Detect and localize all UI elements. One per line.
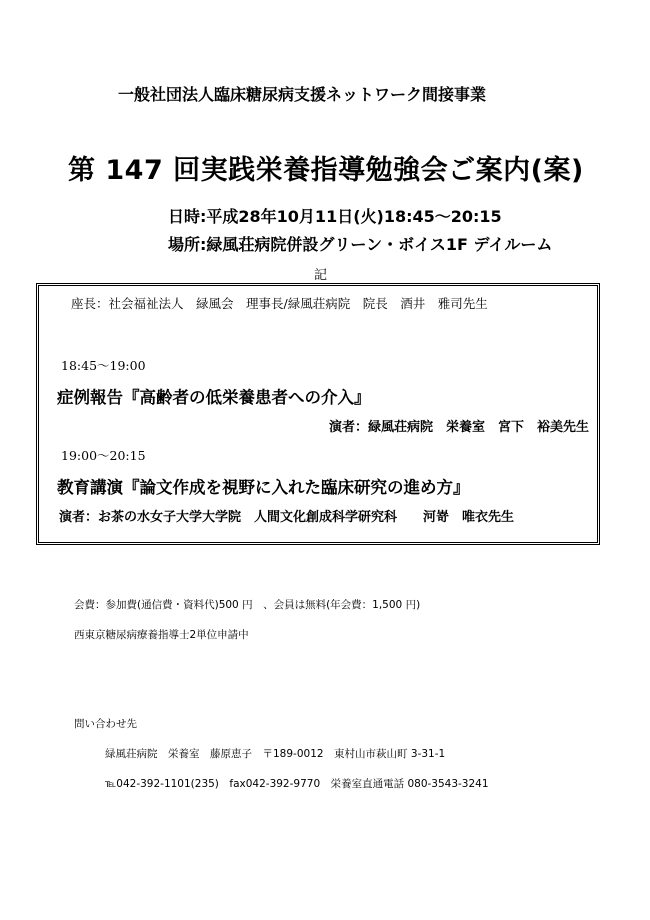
contact-heading: 問い合わせ先 — [74, 718, 137, 730]
session1-title: 症例報告『高齢者の低栄養患者への介入』 — [57, 388, 371, 407]
chairperson: 座長：社会福祉法人 緑風会 理事長/緑風荘病院 院長 酒井 雅司先生 — [71, 296, 488, 311]
fee-info: 会費：参加費(通信費・資料代)500 円 、会員は無料(年会費：1,500 円) — [74, 599, 421, 611]
event-datetime: 日時:平成28年10月11日(火)18:45～20:15 — [168, 207, 502, 226]
session1-time: 18:45～19:00 — [61, 358, 146, 373]
contact-phone: ℡042-392-1101(235) fax042-392-9770 栄養室直通電話 080-3543-3241 — [105, 778, 489, 790]
session2-time: 19:00～20:15 — [61, 448, 146, 463]
contact-address: 緑風荘病院 栄養室 藤原恵子 〒189-0012 東村山市萩山町 3-31-1 — [105, 748, 446, 760]
event-venue: 場所:緑風荘病院併設グリーン・ボイス1F デイルーム — [168, 235, 553, 254]
page-title: 第 147 回実践栄養指導勉強会ご案内(案) — [68, 155, 584, 186]
session2-speaker: 演者：お茶の水女子大学大学院 人間文化創成科学研究科 河嵜 唯衣先生 — [59, 510, 515, 525]
ki-mark: 記 — [314, 268, 328, 283]
program-box — [36, 283, 600, 545]
session1-speaker: 演者：緑風荘病院 栄養室 宮下 裕美先生 — [328, 420, 589, 435]
organization-name: 一般社団法人臨床糖尿病支援ネットワーク間接事業 — [118, 85, 487, 104]
session2-title: 教育講演『論文作成を視野に入れた臨床研究の進め方』 — [57, 478, 470, 497]
credit-info: 西東京糖尿病療養指導士2単位申請中 — [74, 629, 249, 641]
